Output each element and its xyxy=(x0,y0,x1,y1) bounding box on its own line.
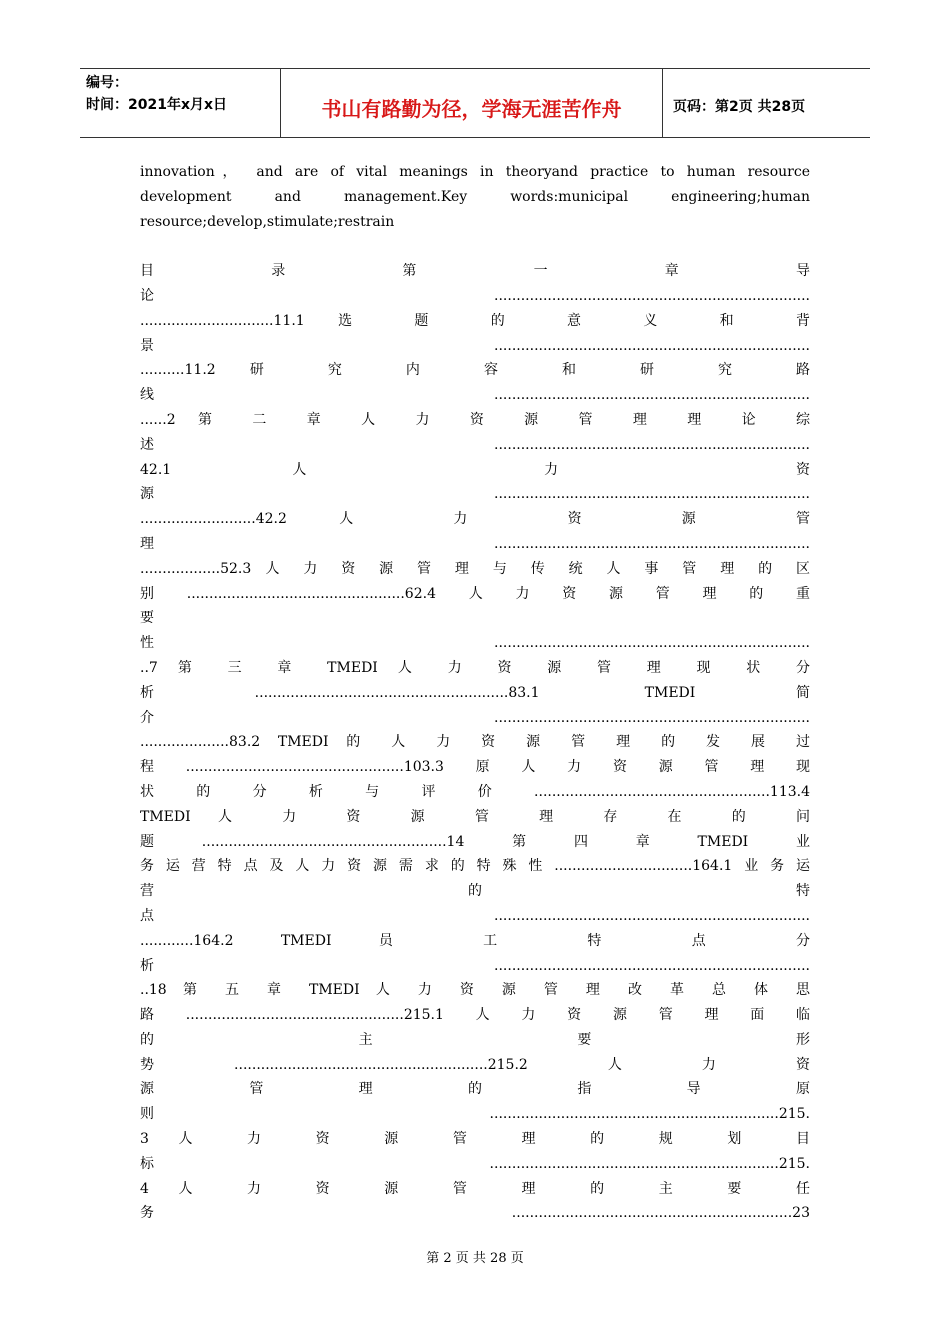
abstract-section xyxy=(140,160,810,234)
toc-line: 述....................................................................... xyxy=(140,436,810,453)
toc-line: 4 人 力 资 源 管 理 的 主 要 任 xyxy=(140,1180,810,1197)
toc-line: ..........................42.2 人 力 资 源 管 xyxy=(140,511,810,528)
toc-line: 状的分析与评价.....................................................113.4 xyxy=(140,783,810,800)
toc-line: ..........11.2 研 究 内 容 和 研 究 路 xyxy=(140,362,810,379)
document-body xyxy=(140,160,810,1226)
header-motto: 书山有路勤为径，学海无涯苦作舟 xyxy=(281,69,663,137)
toc-line: TMEDI 人 力 资 源 管 理 存 在 的 问 xyxy=(140,808,810,825)
toc-line: 3 人 力 资 源 管 理 的 规 划 目 xyxy=(140,1131,810,1148)
toc-line: 则.................................................................215. xyxy=(140,1106,810,1123)
toc-line: 析....................................................................... xyxy=(140,957,810,974)
toc-line: 标.................................................................215. xyxy=(140,1155,810,1172)
toc-line: 别.................................................62.4人力资源管理的重 xyxy=(140,585,810,602)
toc-line: 析.........................................................83.1 TMEDI简 xyxy=(140,684,810,701)
toc-line: ..18 第 五 章 TMEDI 人 力 资 源 管 理 改 革 总 体 思 xyxy=(140,982,810,999)
document-number-label: 编号： xyxy=(86,75,128,91)
header-page-number: 页码：第2页 共28页 xyxy=(673,99,806,115)
toc-line: 要 xyxy=(140,610,154,627)
abstract-line: resource;develop,stimulate;restrain xyxy=(140,213,395,230)
toc-line: ..................52.3 人 力 资 源 管 理 与 传 统 人 事 管 理 的 区 xyxy=(140,560,810,577)
page-footer: 第 2 页 共 28 页 xyxy=(426,1251,524,1266)
toc-line: 理....................................................................... xyxy=(140,535,810,552)
toc-line: 题.......................................................14第四章TMEDI业 xyxy=(140,833,810,850)
toc-line: ............164.2 TMEDI 员 工 特 点 分 xyxy=(140,932,810,949)
toc-line: 目 录 第 一 章 导 xyxy=(140,263,810,280)
toc-line: ......2 第 二 章 人 力 资 源 管 理 理 论 综 xyxy=(140,411,810,428)
toc-line: 务运营特点及人力资源需求的特殊性...............................164.1业务运 xyxy=(140,858,810,875)
table-of-contents xyxy=(140,259,810,1226)
toc-line: 务 ...............................................................23 xyxy=(140,1205,810,1222)
toc-line: 路.................................................215.1人力资源管理面临 xyxy=(140,1007,810,1024)
toc-line: 介....................................................................... xyxy=(140,709,810,726)
toc-line: 的 主 要 形 xyxy=(140,1031,810,1048)
abstract-line: development and management.Key words:municipal engineering;human xyxy=(140,188,810,205)
toc-line: ..............................11.1 选 题 的 意 义 和 背 xyxy=(140,312,810,329)
toc-line: 源....................................................................... xyxy=(140,486,810,503)
toc-line: 势.........................................................215.2人力资 xyxy=(140,1056,810,1073)
toc-line: ....................83.2 TMEDI 的 人 力 资 源 管 理 的 发 展 过 xyxy=(140,734,810,751)
toc-line: 程.................................................103.3原人力资源管理现 xyxy=(140,759,810,776)
toc-line: 论....................................................................... xyxy=(140,287,810,304)
toc-line: 景....................................................................... xyxy=(140,337,810,354)
toc-line: 性....................................................................... xyxy=(140,635,810,652)
toc-line: 线....................................................................... xyxy=(140,387,810,404)
toc-line: 42.1 人 力 资 xyxy=(140,461,810,478)
toc-line: 点....................................................................... xyxy=(140,907,810,924)
abstract-line: innovation， and are of vital meanings in theoryand practice to human resource xyxy=(140,164,810,180)
page-header xyxy=(80,68,870,138)
toc-line: ..7 第 三 章 TMEDI 人 力 资 源 管 理 现 状 分 xyxy=(140,659,810,676)
toc-line: 源 管 理 的 指 导 原 xyxy=(140,1081,810,1098)
section-gap xyxy=(140,234,810,259)
header-meta xyxy=(80,69,281,137)
toc-line: 营 的 特 xyxy=(140,883,810,900)
document-time-label: 时间：2021年x月x日 xyxy=(86,97,228,113)
